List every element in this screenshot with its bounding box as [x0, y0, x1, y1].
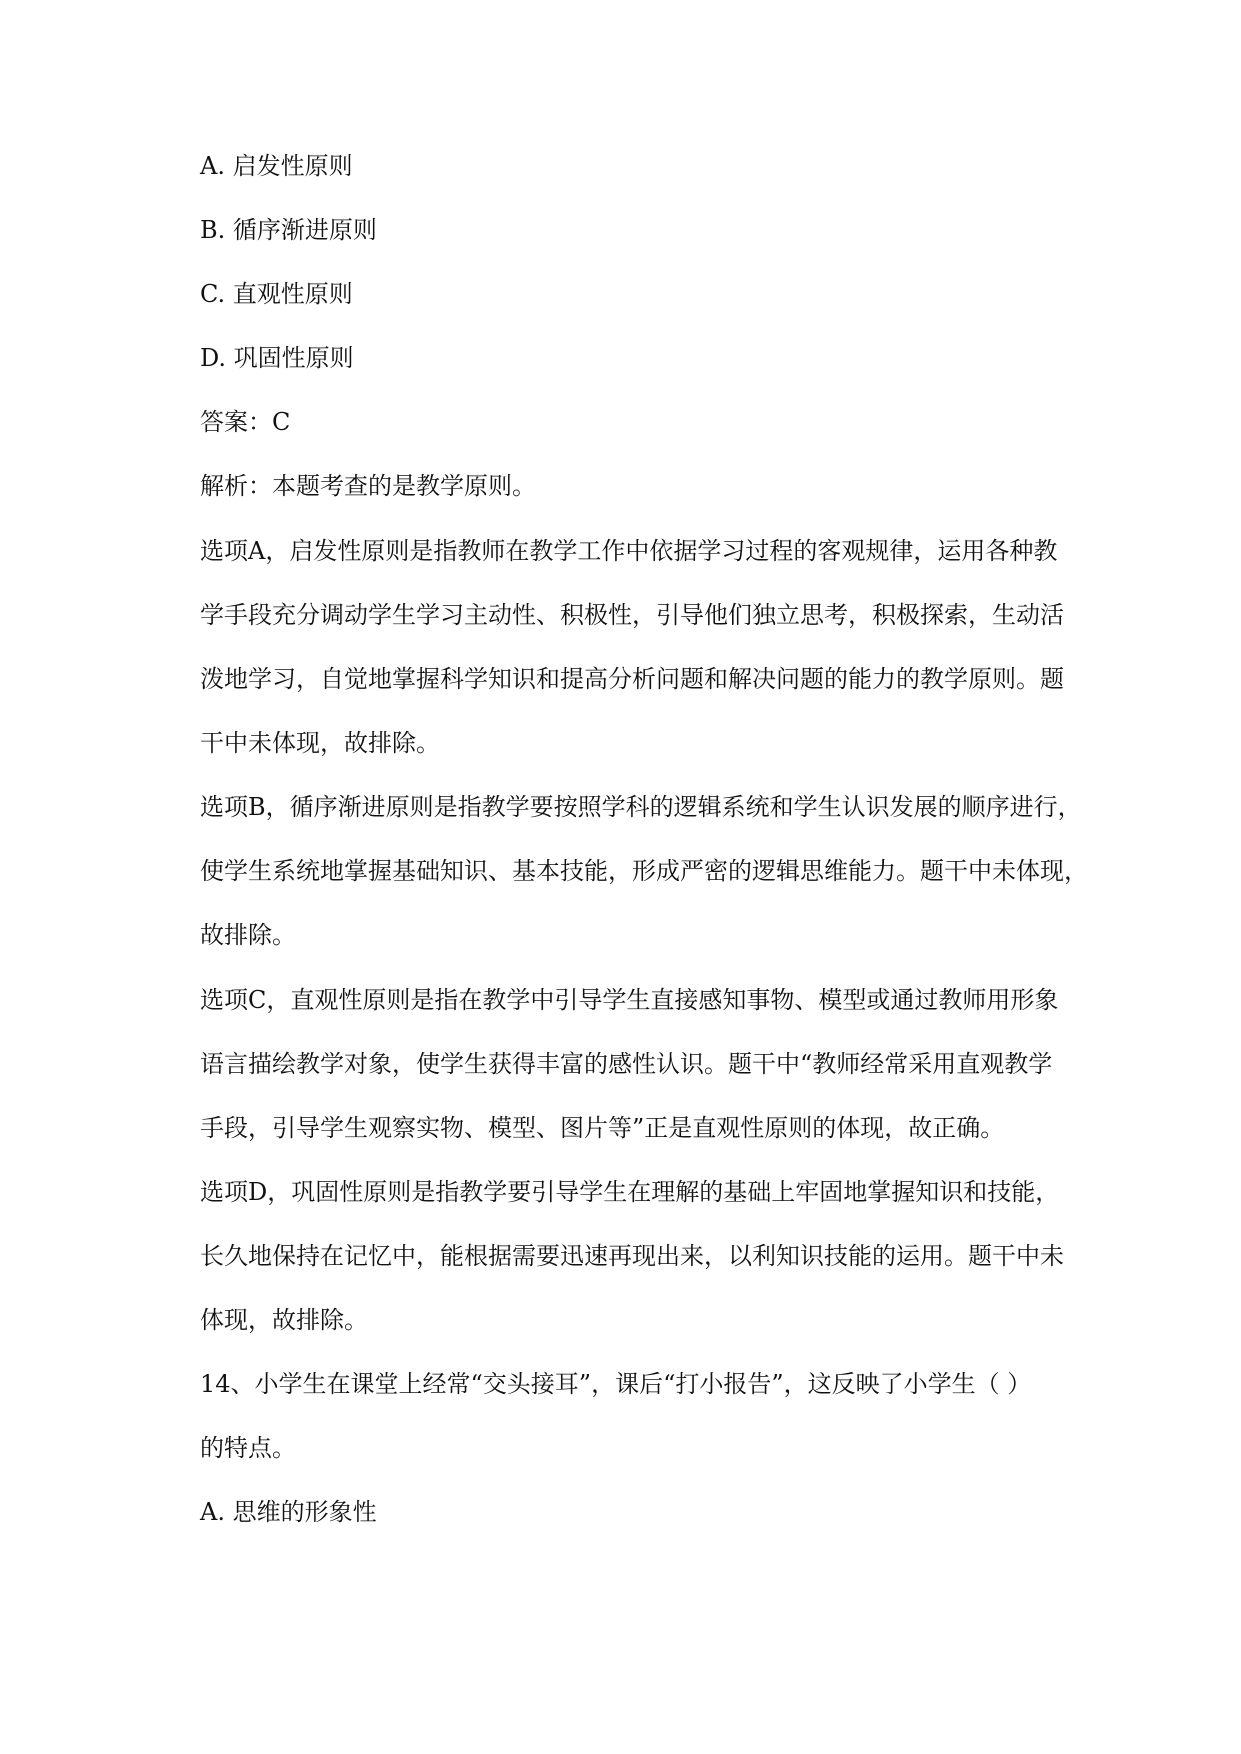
- explanation-a-line-1: 选项A，启发性原则是指教师在教学工作中依据学习过程的客观规律，运用各种教: [200, 537, 1058, 565]
- question-14-option-a: A. 思维的形象性: [200, 1498, 377, 1526]
- question-14-line-2: 的特点。: [200, 1434, 296, 1462]
- explanation-c-line-1: 选项C，直观性原则是指在教学中引导学生直接感知事物、模型或通过教师用形象: [200, 986, 1059, 1014]
- option-a-prev: A. 启发性原则: [200, 152, 353, 180]
- explanation-b-line-3: 故排除。: [200, 921, 296, 949]
- option-c-prev: C. 直观性原则: [200, 280, 353, 308]
- explanation-c-line-2: 语言描绘教学对象，使学生获得丰富的感性认识。题干中“教师经常采用直观教学: [200, 1050, 1053, 1078]
- analysis-intro: 解析：本题考查的是教学原则。: [200, 472, 536, 500]
- explanation-a-line-2: 学手段充分调动学生学习主动性、积极性，引导他们独立思考，积极探索，生动活: [200, 601, 1064, 629]
- explanation-b-line-1: 选项B，循序渐进原则是指教学要按照学科的逻辑系统和学生认识发展的顺序进行，: [200, 793, 1082, 821]
- option-b-prev: B. 循序渐进原则: [200, 216, 377, 244]
- option-d-prev: D. 巩固性原则: [200, 344, 354, 372]
- question-14-line-1: 14、小学生在课堂上经常“交头接耳”，课后“打小报告”，这反映了小学生（ ）: [200, 1370, 1032, 1398]
- explanation-c-line-3: 手段，引导学生观察实物、模型、图片等”正是直观性原则的体现，故正确。: [200, 1114, 1005, 1142]
- explanation-d-line-3: 体现，故排除。: [200, 1306, 368, 1334]
- explanation-d-line-1: 选项D，巩固性原则是指教学要引导学生在理解的基础上牢固地掌握知识和技能，: [200, 1178, 1060, 1206]
- explanation-b-line-2: 使学生系统地掌握基础知识、基本技能，形成严密的逻辑思维能力。题干中未体现，: [200, 857, 1088, 885]
- explanation-a-line-4: 干中未体现，故排除。: [200, 729, 440, 757]
- explanation-d-line-2: 长久地保持在记忆中，能根据需要迅速再现出来，以利知识技能的运用。题干中未: [200, 1242, 1064, 1270]
- answer-line: 答案：C: [200, 408, 291, 436]
- explanation-a-line-3: 泼地学习，自觉地掌握科学知识和提高分析问题和解决问题的能力的教学原则。题: [200, 665, 1064, 693]
